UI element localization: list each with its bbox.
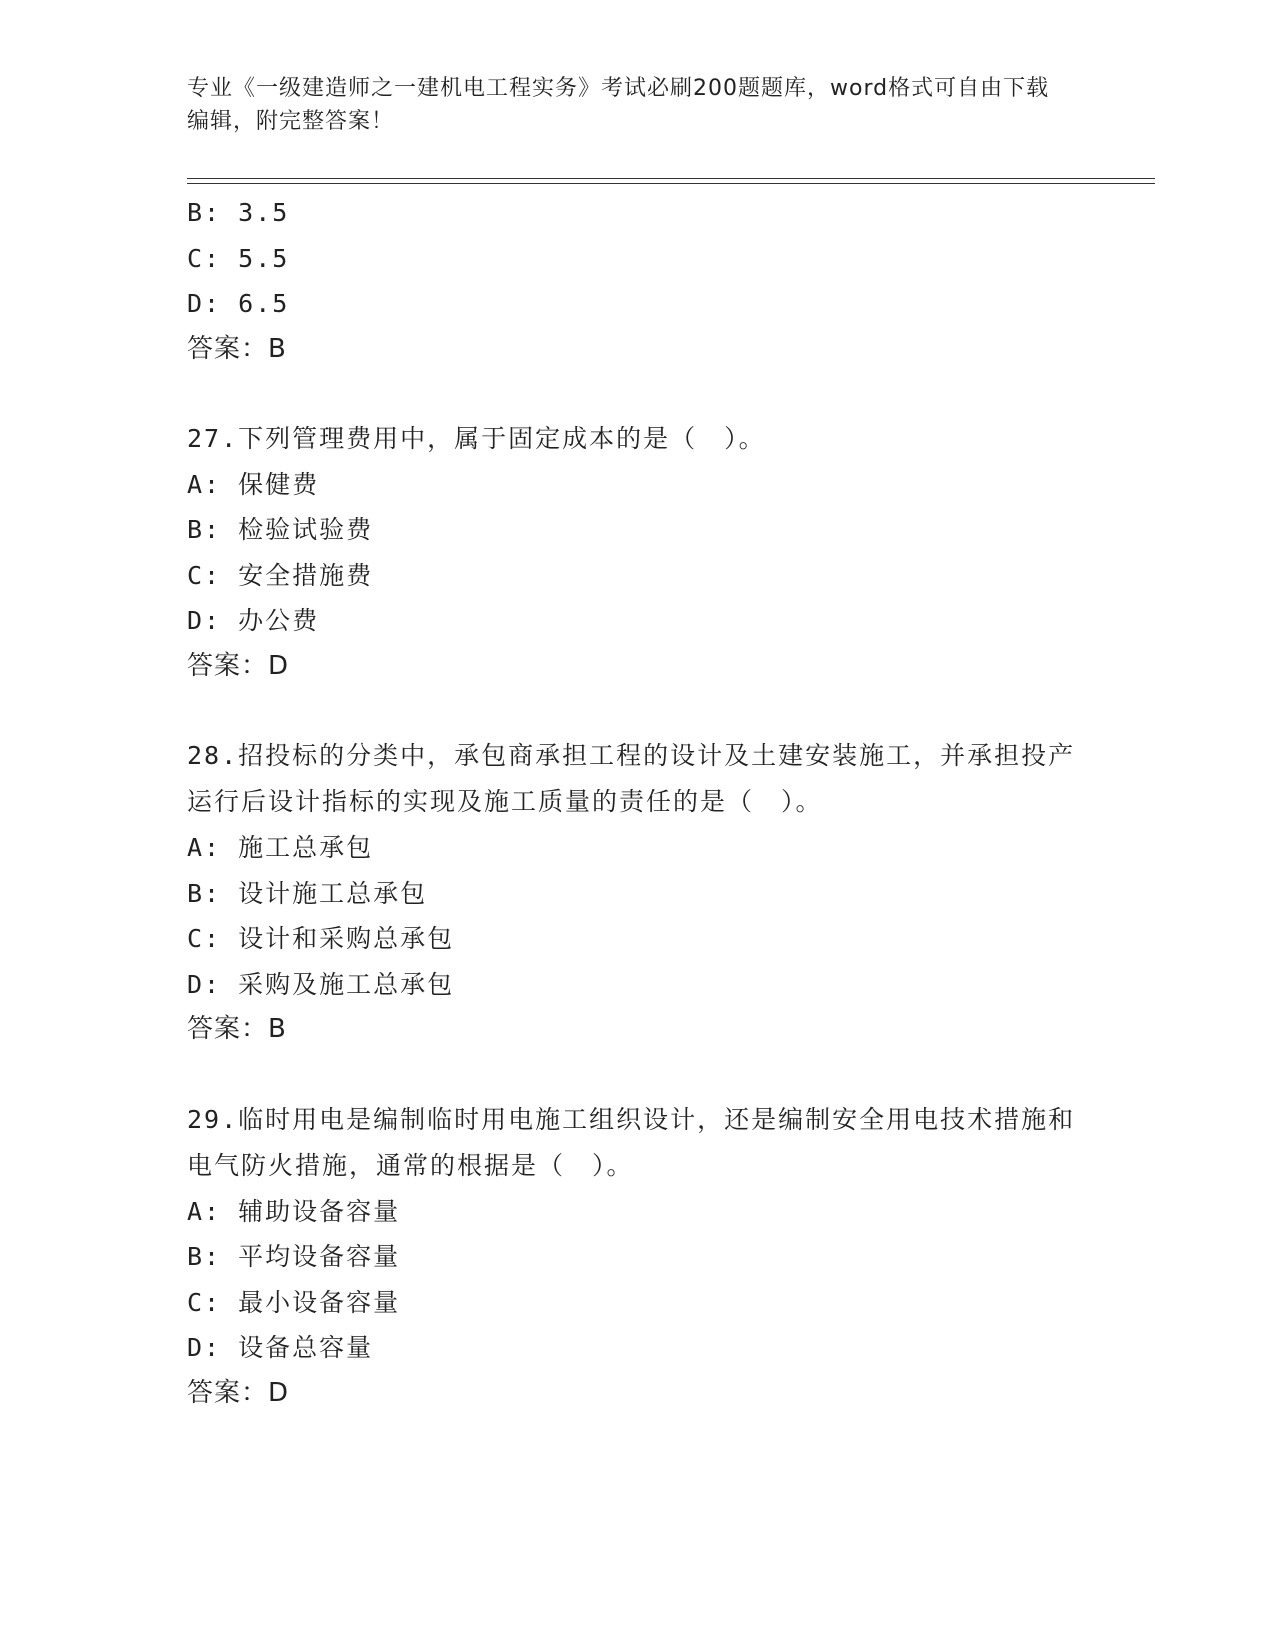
header-rule-bottom (187, 183, 1155, 184)
option-d: D: 办公费 (187, 606, 320, 635)
option-a: A: 施工总承包 (187, 833, 374, 862)
header-rule-top (187, 178, 1155, 179)
question-block-29 (187, 1097, 1087, 1417)
question-text: 28.招投标的分类中，承包商承担工程的设计及土建安装施工，并承担投产运行后设计指标的实现及施工质量的责任的是（ ）。 (187, 741, 1076, 816)
option-b: B: 检验试验费 (187, 515, 374, 544)
option-a: A: 保健费 (187, 469, 320, 499)
option-d: D: 采购及施工总承包 (187, 969, 455, 999)
answer-line: 答案：D (187, 650, 290, 681)
question-block-prev (187, 190, 1087, 372)
question-block-27 (187, 416, 1087, 689)
option-a: A: 辅助设备容量 (187, 1196, 401, 1226)
answer-line: 答案：B (187, 333, 287, 364)
answer-line: 答案：B (187, 1014, 287, 1044)
document-body (187, 190, 1087, 1416)
option-c: C: 5.5 (187, 243, 290, 273)
option-d: D: 设备总容量 (187, 1333, 374, 1362)
option-c: C: 设计和采购总承包 (187, 924, 455, 953)
option-b: B: 平均设备容量 (187, 1242, 401, 1271)
question-block-28 (187, 733, 1087, 1053)
option-c: C: 安全措施费 (187, 560, 374, 590)
option-c: C: 最小设备容量 (187, 1287, 401, 1317)
option-d: D: 6.5 (187, 289, 290, 318)
option-b: B: 3.5 (187, 198, 290, 227)
document-header: 专业《一级建造师之一建机电工程实务》考试必刷200题题库，word格式可自由下载编辑，附完整答案！ (187, 76, 1050, 134)
question-text: 27.下列管理费用中，属于固定成本的是（ ）。 (187, 424, 766, 453)
option-b: B: 设计施工总承包 (187, 878, 428, 908)
answer-line: 答案：D (187, 1377, 290, 1408)
question-text: 29.临时用电是编制临时用电施工组织设计，还是编制安全用电技术措施和电气防火措施，通常的根据是（ ）。 (187, 1104, 1076, 1180)
